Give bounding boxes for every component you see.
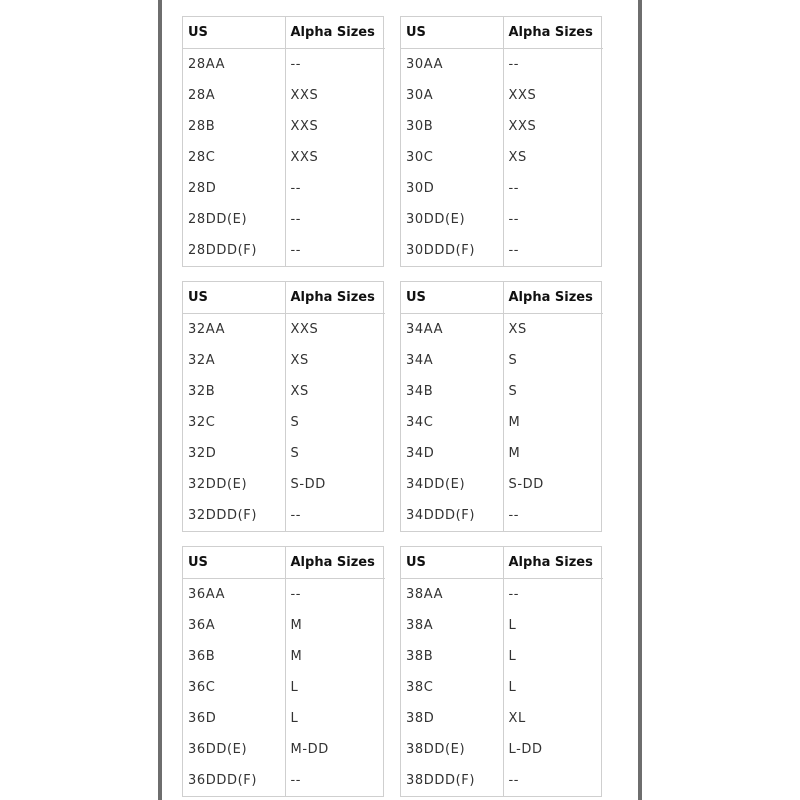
us-size-cell: 30D [401,173,503,204]
table-row [401,204,603,235]
alpha-size-cell: XXS [508,87,537,103]
alpha-size-cell: -- [290,507,302,523]
alpha-size-cell: L [508,648,517,664]
alpha-size-cell: XXS [290,149,319,165]
table-header-row [401,17,603,48]
us-size-cell: 36DD(E) [183,734,285,765]
table-row [183,48,385,80]
table-row [401,438,603,469]
table-row [183,610,385,641]
alpha-size-cell: -- [508,772,520,788]
table-header-row [183,17,385,48]
alpha-size-cell: L [508,617,517,633]
table-row [183,438,385,469]
alpha-size-cell: M [290,617,303,633]
us-column-header: US [183,547,285,578]
alpha-sizes-column-header: Alpha Sizes [285,547,385,578]
us-size-cell: 32AA [183,313,285,345]
alpha-size-cell: S [508,383,518,399]
table-row [183,641,385,672]
alpha-size-cell: -- [508,56,520,72]
table-row [183,703,385,734]
alpha-size-cell: S [290,445,300,461]
alpha-size-cell: S [508,352,518,368]
us-size-cell: 38AA [401,578,503,610]
us-size-cell: 38DDD(F) [401,765,503,796]
us-size-cell: 32D [183,438,285,469]
table-row [401,672,603,703]
alpha-size-cell: -- [508,586,520,602]
alpha-size-cell: XS [508,321,527,337]
table-row [401,703,603,734]
alpha-size-cell: XXS [290,321,319,337]
table-header-row [183,547,385,578]
us-size-cell: 36C [183,672,285,703]
alpha-sizes-column-header: Alpha Sizes [503,282,603,313]
us-size-cell: 38A [401,610,503,641]
table-row [401,111,603,142]
us-size-cell: 32DDD(F) [183,500,285,531]
table-row [183,204,385,235]
us-size-cell: 36AA [183,578,285,610]
us-size-cell: 28B [183,111,285,142]
alpha-sizes-column-header: Alpha Sizes [285,17,385,48]
us-size-cell: 30DDD(F) [401,235,503,266]
us-size-cell: 36B [183,641,285,672]
us-size-cell: 38D [401,703,503,734]
table-row [401,641,603,672]
alpha-size-cell: -- [290,772,302,788]
alpha-size-cell: XS [290,352,309,368]
table-row [183,469,385,500]
alpha-size-cell: XS [290,383,309,399]
alpha-size-cell: M-DD [290,741,329,757]
alpha-size-cell: S-DD [290,476,326,492]
us-column-header: US [401,282,503,313]
us-size-cell: 38B [401,641,503,672]
us-size-cell: 28A [183,80,285,111]
us-column-header: US [183,282,285,313]
alpha-size-cell: L [508,679,517,695]
alpha-size-cell: XXS [290,87,319,103]
size-table [182,281,384,532]
table-row [401,407,603,438]
alpha-size-cell: -- [290,180,302,196]
table-row [183,407,385,438]
table-row [183,500,385,531]
us-size-cell: 38DD(E) [401,734,503,765]
us-size-cell: 32A [183,345,285,376]
us-size-cell: 28DD(E) [183,204,285,235]
table-row [183,80,385,111]
alpha-size-cell: S-DD [508,476,544,492]
size-table [400,546,602,797]
us-size-cell: 32DD(E) [183,469,285,500]
size-table [182,546,384,797]
us-column-header: US [401,17,503,48]
alpha-sizes-column-header: Alpha Sizes [503,547,603,578]
alpha-sizes-column-header: Alpha Sizes [285,282,385,313]
us-size-cell: 34DD(E) [401,469,503,500]
table-row [183,376,385,407]
table-row [401,48,603,80]
us-size-cell: 34DDD(F) [401,500,503,531]
us-size-cell: 36DDD(F) [183,765,285,796]
alpha-sizes-column-header: Alpha Sizes [503,17,603,48]
table-header-row [401,547,603,578]
alpha-size-cell: L [290,679,299,695]
table-header-row [401,282,603,313]
alpha-size-cell: XXS [290,118,319,134]
alpha-size-cell: XL [508,710,526,726]
alpha-size-cell: XS [508,149,527,165]
us-size-cell: 34C [401,407,503,438]
us-size-cell: 28DDD(F) [183,235,285,266]
alpha-size-cell: M [508,414,521,430]
table-row [183,672,385,703]
us-size-cell: 28C [183,142,285,173]
table-header-row [183,282,385,313]
table-row [401,500,603,531]
alpha-size-cell: -- [508,507,520,523]
alpha-size-cell: M [290,648,303,664]
table-row [401,313,603,345]
us-size-cell: 34D [401,438,503,469]
us-size-cell: 30AA [401,48,503,80]
table-row [183,173,385,204]
alpha-size-cell: XXS [508,118,537,134]
table-row [401,142,603,173]
us-size-cell: 28D [183,173,285,204]
size-table [400,16,602,267]
table-row [401,734,603,765]
table-row [183,235,385,266]
alpha-size-cell: -- [508,180,520,196]
us-size-cell: 30C [401,142,503,173]
table-row [401,235,603,266]
us-size-cell: 30A [401,80,503,111]
us-size-cell: 32B [183,376,285,407]
alpha-size-cell: S [290,414,300,430]
table-row [183,765,385,796]
alpha-size-cell: -- [290,56,302,72]
table-row [401,345,603,376]
us-size-cell: 34AA [401,313,503,345]
table-row [401,376,603,407]
table-row [401,469,603,500]
table-row [183,734,385,765]
right-frame-border [638,0,642,800]
table-row [183,345,385,376]
left-frame-border [158,0,162,800]
table-row [183,313,385,345]
us-size-cell: 32C [183,407,285,438]
table-row [401,578,603,610]
alpha-size-cell: M [508,445,521,461]
table-row [401,173,603,204]
alpha-size-cell: -- [290,242,302,258]
us-size-cell: 38C [401,672,503,703]
us-size-cell: 36D [183,703,285,734]
us-column-header: US [401,547,503,578]
us-size-cell: 34A [401,345,503,376]
us-size-cell: 34B [401,376,503,407]
us-size-cell: 28AA [183,48,285,80]
size-table [182,16,384,267]
alpha-size-cell: L [290,710,299,726]
table-row [401,765,603,796]
alpha-size-cell: L-DD [508,741,543,757]
table-row [401,610,603,641]
size-table [400,281,602,532]
alpha-size-cell: -- [508,211,520,227]
alpha-size-cell: -- [508,242,520,258]
us-size-cell: 30DD(E) [401,204,503,235]
us-size-cell: 30B [401,111,503,142]
table-row [183,111,385,142]
table-row [401,80,603,111]
us-column-header: US [183,17,285,48]
alpha-size-cell: -- [290,586,302,602]
us-size-cell: 36A [183,610,285,641]
alpha-size-cell: -- [290,211,302,227]
table-row [183,142,385,173]
table-row [183,578,385,610]
